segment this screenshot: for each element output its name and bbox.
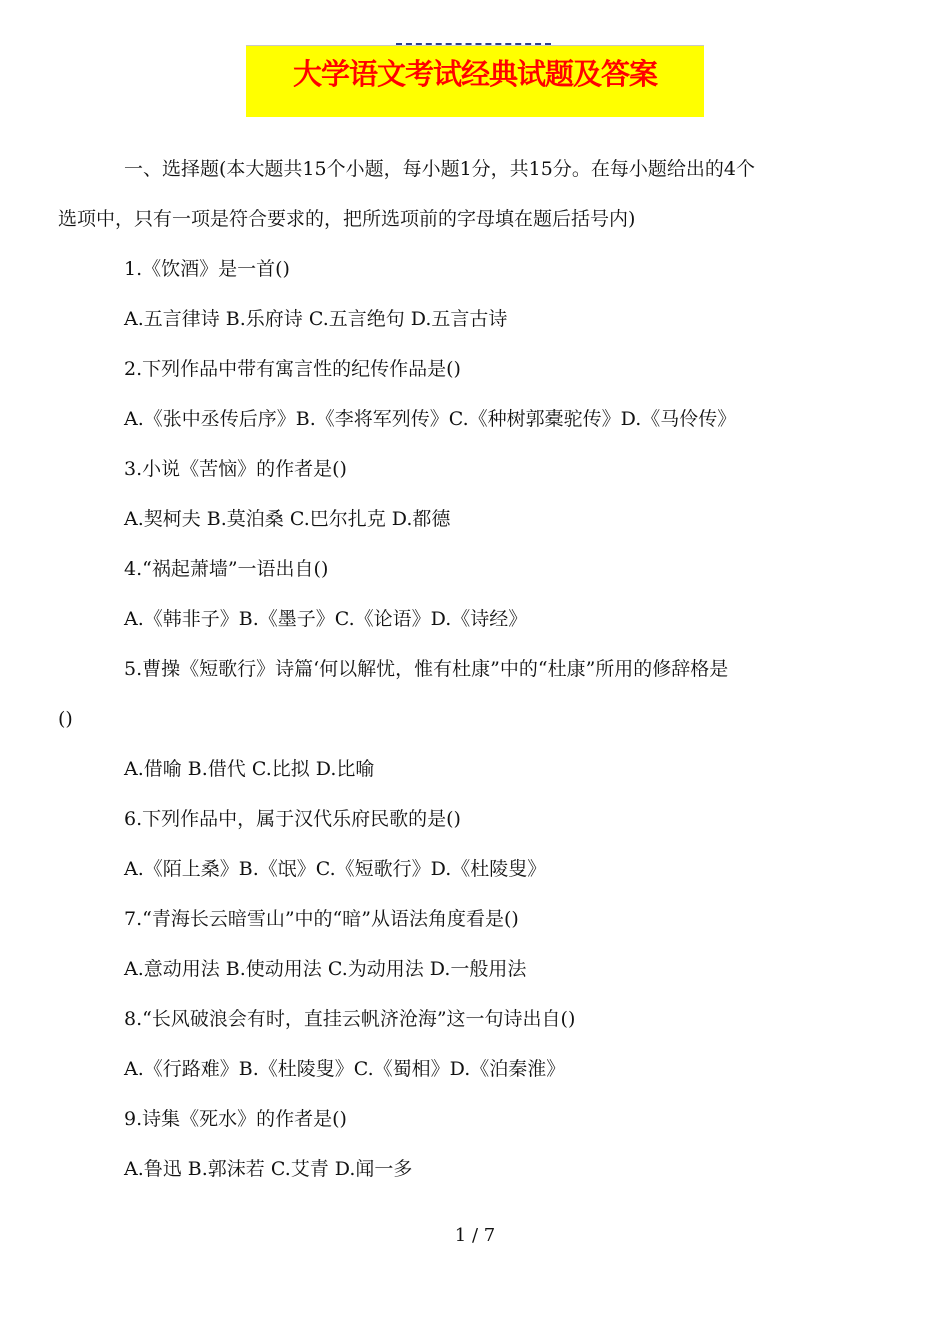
options-7: A.意动用法 B.使动用法 C.为动用法 D.一般用法 — [124, 958, 527, 980]
question-5-continuation: () — [58, 708, 73, 730]
page-number: 1 / 7 — [454, 1225, 496, 1246]
options-2: A.《张中丞传后序》B.《李将军列传》C.《种树郭橐驼传》D.《马伶传》 — [124, 408, 737, 430]
question-4: 4.“祸起萧墙”一语出自() — [124, 558, 329, 580]
question-9: 9.诗集《死水》的作者是() — [124, 1108, 347, 1130]
options-9: A.鲁迅 B.郭沫若 C.艾青 D.闻一多 — [124, 1158, 413, 1180]
options-4: A.《韩非子》B.《墨子》C.《论语》D.《诗经》 — [124, 608, 528, 630]
question-6: 6.下列作品中，属于汉代乐府民歌的是() — [124, 808, 461, 830]
title-banner — [246, 45, 704, 117]
options-8: A.《行路难》B.《杜陵叟》C.《蜀相》D.《泊秦淮》 — [124, 1058, 566, 1080]
options-5: A.借喻 B.借代 C.比拟 D.比喻 — [124, 758, 375, 780]
question-5: 5.曹操《短歌行》诗篇‘何以解忧，惟有杜康”中的“杜康”所用的修辞格是 — [124, 658, 729, 680]
question-7: 7.“青海长云暗雪山”中的“暗”从语法角度看是() — [124, 908, 519, 930]
question-8: 8.“长风破浪会有时，直挂云帆济沧海”这一句诗出自() — [124, 1008, 576, 1030]
instructions-line-1: 一、选择题(本大题共15个小题，每小题1分，共15分。在每小题给出的4个 — [124, 158, 755, 180]
options-6: A.《陌上桑》B.《氓》C.《短歌行》D.《杜陵叟》 — [124, 858, 547, 880]
question-2: 2.下列作品中带有寓言性的纪传作品是() — [124, 358, 461, 380]
document-title: 大学语文考试经典试题及答案 — [292, 57, 657, 91]
question-3: 3.小说《苦恼》的作者是() — [124, 458, 347, 480]
question-1: 1.《饮酒》是一首() — [124, 258, 290, 280]
instructions-line-2: 选项中，只有一项是符合要求的，把所选项前的字母填在题后括号内) — [58, 208, 636, 230]
options-3: A.契柯夫 B.莫泊桑 C.巴尔扎克 D.都德 — [124, 508, 451, 530]
options-1: A.五言律诗 B.乐府诗 C.五言绝句 D.五言古诗 — [124, 308, 508, 330]
